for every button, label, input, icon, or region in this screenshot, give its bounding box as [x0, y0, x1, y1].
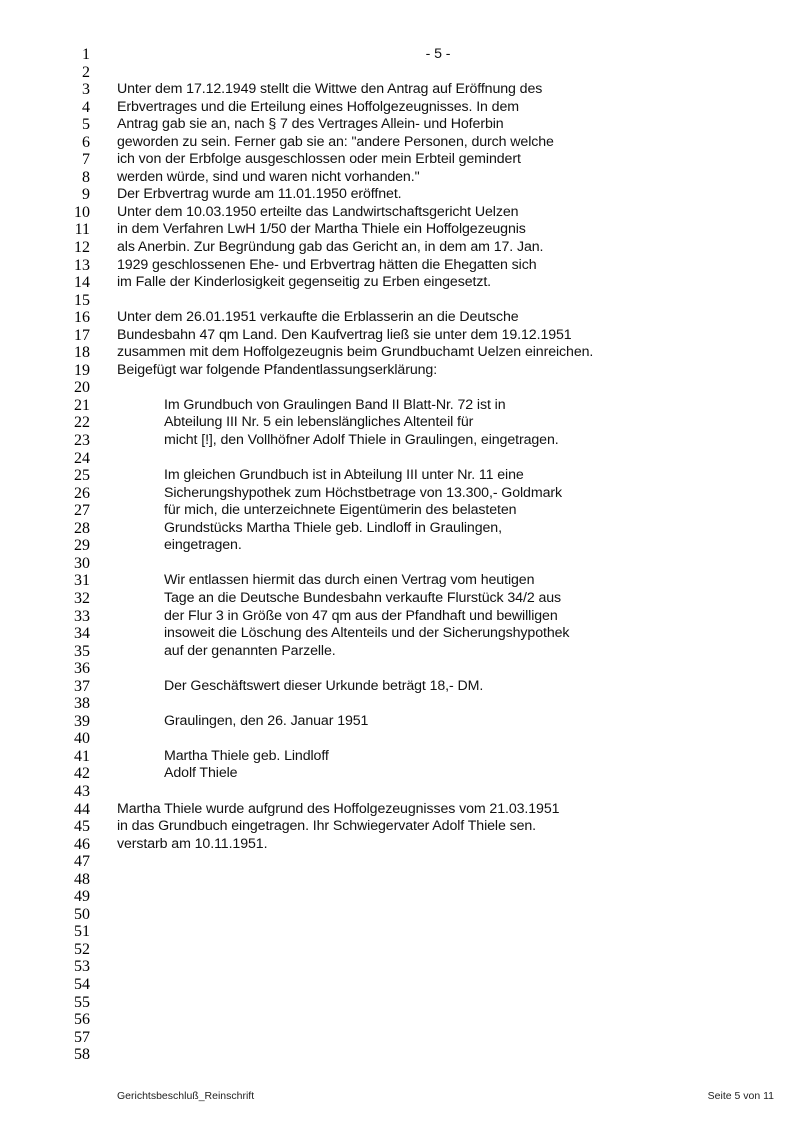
line-number: 20 [74, 379, 90, 397]
quoted-declaration-text: auf der genannten Parzelle. [164, 642, 336, 659]
line-number: 57 [74, 1028, 90, 1046]
document-line [0, 432, 806, 450]
document-line [0, 64, 806, 82]
quoted-declaration-text: Wir entlassen hiermit das durch einen Vertrag vom heutigen [164, 572, 535, 589]
body-text: ich von der Erbfolge ausgeschlossen oder mein Erbteil gemindert [117, 151, 521, 168]
line-number: 10 [74, 203, 90, 221]
document-line [0, 801, 806, 819]
quoted-declaration-text: Graulingen, den 26. Januar 1951 [164, 712, 369, 729]
document-line [0, 748, 806, 766]
line-number: 5 [82, 116, 90, 134]
quoted-declaration-text: Im Grundbuch von Graulingen Band II Blatt-Nr. 72 ist in [164, 396, 506, 413]
document-line [0, 1029, 806, 1047]
page-number-header: - 5 - [425, 46, 451, 62]
line-number: 39 [74, 712, 90, 730]
document-line [0, 257, 806, 275]
document-line [0, 239, 806, 257]
document-line [0, 643, 806, 661]
line-number: 35 [74, 642, 90, 660]
body-text: in das Grundbuch eingetragen. Ihr Schwiegervater Adolf Thiele sen. [117, 818, 537, 835]
document-line [0, 976, 806, 994]
quoted-declaration-text: Tage an die Deutsche Bundesbahn verkaufte Flurstück 34/2 aus [164, 589, 562, 606]
line-number: 21 [74, 396, 90, 414]
document-line [0, 99, 806, 117]
document-line [0, 274, 806, 292]
line-number: 46 [74, 835, 90, 853]
document-line [0, 520, 806, 538]
body-text: Unter dem 26.01.1951 verkaufte die Erblasserin an die Deutsche [117, 309, 519, 326]
document-line [0, 730, 806, 748]
document-line [0, 836, 806, 854]
body-text: Der Erbvertrag wurde am 11.01.1950 eröffnet. [117, 186, 402, 203]
line-number: 22 [74, 414, 90, 432]
line-number: 40 [74, 730, 90, 748]
document-line [0, 414, 806, 432]
line-number: 36 [74, 660, 90, 678]
line-number: 8 [82, 168, 90, 186]
quoted-declaration-text: insoweit die Löschung des Altenteils und der Sicherungshypothek [164, 625, 570, 642]
line-number: 3 [82, 81, 90, 99]
numbered-lines [0, 46, 806, 1064]
body-text: Beigefügt war folgende Pfandentlassungserklärung: [117, 361, 438, 378]
body-text: werden würde, sind und waren nicht vorhanden." [117, 168, 420, 185]
document-line [0, 958, 806, 976]
quoted-declaration-text: Adolf Thiele [164, 765, 238, 782]
document-line [0, 81, 806, 99]
body-text: 1929 geschlossenen Ehe- und Erbvertrag hätten die Ehegatten sich [117, 256, 537, 273]
document-line [0, 309, 806, 327]
line-number: 29 [74, 537, 90, 555]
line-number: 23 [74, 432, 90, 450]
line-number: 50 [74, 905, 90, 923]
quoted-declaration-text: micht [!], den Vollhöfner Adolf Thiele in Graulingen, eingetragen. [164, 432, 559, 449]
line-number: 13 [74, 256, 90, 274]
line-number: 43 [74, 782, 90, 800]
body-text: geworden zu sein. Ferner gab sie an: "andere Personen, durch welche [117, 133, 554, 150]
document-line [0, 590, 806, 608]
document-line [0, 695, 806, 713]
line-number: 48 [74, 870, 90, 888]
document-line [0, 1046, 806, 1064]
line-number: 58 [74, 1046, 90, 1064]
line-number: 27 [74, 502, 90, 520]
line-number: 52 [74, 940, 90, 958]
line-number: 11 [74, 221, 90, 239]
line-number: 6 [82, 133, 90, 151]
line-number: 54 [74, 975, 90, 993]
body-text: Unter dem 17.12.1949 stellt die Wittwe den Antrag auf Eröffnung des [117, 81, 543, 98]
document-line [0, 572, 806, 590]
line-number: 7 [82, 151, 90, 169]
body-text: im Falle der Kinderlosigkeit gegenseitig zu Erben eingesetzt. [117, 274, 492, 291]
document-line [0, 362, 806, 380]
document-line [0, 450, 806, 468]
quoted-declaration-text: Im gleichen Grundbuch ist in Abteilung III unter Nr. 11 eine [164, 467, 524, 484]
document-line [0, 871, 806, 889]
body-text: Bundesbahn 47 qm Land. Den Kaufvertrag ließ sie unter dem 19.12.1951 [117, 326, 572, 343]
line-number: 56 [74, 1011, 90, 1029]
document-line [0, 46, 806, 64]
document-line [0, 116, 806, 134]
line-number: 28 [74, 519, 90, 537]
document-line [0, 906, 806, 924]
body-text: verstarb am 10.11.1951. [117, 835, 268, 852]
line-number: 4 [82, 98, 90, 116]
document-line [0, 713, 806, 731]
document-line [0, 327, 806, 345]
document-line [0, 608, 806, 626]
line-number: 30 [74, 554, 90, 572]
line-number: 42 [74, 765, 90, 783]
line-number: 15 [74, 291, 90, 309]
quoted-declaration-text: Martha Thiele geb. Lindloff [164, 747, 329, 764]
footer-filename: Gerichtsbeschluß_Reinschrift [117, 1090, 255, 1102]
document-line [0, 888, 806, 906]
line-number: 51 [74, 923, 90, 941]
document-line [0, 502, 806, 520]
line-number: 49 [74, 888, 90, 906]
quoted-declaration-text: für mich, die unterzeichnete Eigentümerin des belasteten [164, 502, 517, 519]
body-text: als Anerbin. Zur Begründung gab das Gericht an, in dem am 17. Jan. [117, 239, 544, 256]
line-number: 9 [82, 186, 90, 204]
document-line [0, 151, 806, 169]
document-line [0, 678, 806, 696]
quoted-declaration-text: eingetragen. [164, 537, 242, 554]
line-number: 55 [74, 993, 90, 1011]
line-number: 38 [74, 695, 90, 713]
quoted-declaration-text: Abteilung III Nr. 5 ein lebenslängliches Altenteil für [164, 414, 474, 431]
line-number: 34 [74, 625, 90, 643]
document-line [0, 379, 806, 397]
document-line [0, 344, 806, 362]
line-number: 53 [74, 958, 90, 976]
document-line [0, 204, 806, 222]
footer-page-count: Seite 5 von 11 [707, 1090, 774, 1102]
body-text: Unter dem 10.03.1950 erteilte das Landwirtschaftsgericht Uelzen [117, 203, 519, 220]
document-line [0, 292, 806, 310]
body-text: in dem Verfahren LwH 1/50 der Martha Thiele ein Hoffolgezeugnis [117, 221, 526, 238]
line-number: 24 [74, 449, 90, 467]
quoted-declaration-text: Sicherungshypothek zum Höchstbetrage von 13.300,- Goldmark [164, 484, 562, 501]
document-line [0, 818, 806, 836]
line-number: 18 [74, 344, 90, 362]
document-line [0, 186, 806, 204]
line-number: 47 [74, 853, 90, 871]
document-line [0, 853, 806, 871]
document-line [0, 783, 806, 801]
line-number: 1 [82, 46, 90, 63]
document-line [0, 397, 806, 415]
document-line [0, 765, 806, 783]
line-number: 2 [82, 63, 90, 81]
document-line [0, 537, 806, 555]
quoted-declaration-text: der Flur 3 in Größe von 47 qm aus der Pfandhaft und bewilligen [164, 607, 558, 624]
document-line [0, 221, 806, 239]
document-line [0, 1011, 806, 1029]
line-number: 12 [74, 239, 90, 257]
line-number: 45 [74, 818, 90, 836]
line-number: 31 [74, 572, 90, 590]
quoted-declaration-text: Der Geschäftswert dieser Urkunde beträgt 18,- DM. [164, 677, 484, 694]
line-number: 14 [74, 274, 90, 292]
quoted-declaration-text: Grundstücks Martha Thiele geb. Lindloff in Graulingen, [164, 519, 502, 536]
line-number: 19 [74, 361, 90, 379]
line-number: 32 [74, 589, 90, 607]
document-line [0, 555, 806, 573]
document-line [0, 169, 806, 187]
line-number: 16 [74, 309, 90, 327]
body-text: Martha Thiele wurde aufgrund des Hoffolgezeugnisses vom 21.03.1951 [117, 800, 560, 817]
document-line [0, 941, 806, 959]
line-number: 37 [74, 677, 90, 695]
document-line [0, 467, 806, 485]
body-text: zusammen mit dem Hoffolgezeugnis beim Grundbuchamt Uelzen einreichen. [117, 344, 594, 361]
document-line [0, 660, 806, 678]
document-line [0, 134, 806, 152]
body-text: Erbvertrages und die Erteilung eines Hoffolgezeugnisses. In dem [117, 98, 519, 115]
line-number: 44 [74, 800, 90, 818]
document-line [0, 625, 806, 643]
line-number: 26 [74, 484, 90, 502]
body-text: Antrag gab sie an, nach § 7 des Vertrages Allein- und Hoferbin [117, 116, 504, 133]
document-line [0, 994, 806, 1012]
line-number: 25 [74, 467, 90, 485]
line-number: 33 [74, 607, 90, 625]
document-line [0, 485, 806, 503]
line-number: 41 [74, 747, 90, 765]
document-line [0, 923, 806, 941]
line-number: 17 [74, 326, 90, 344]
